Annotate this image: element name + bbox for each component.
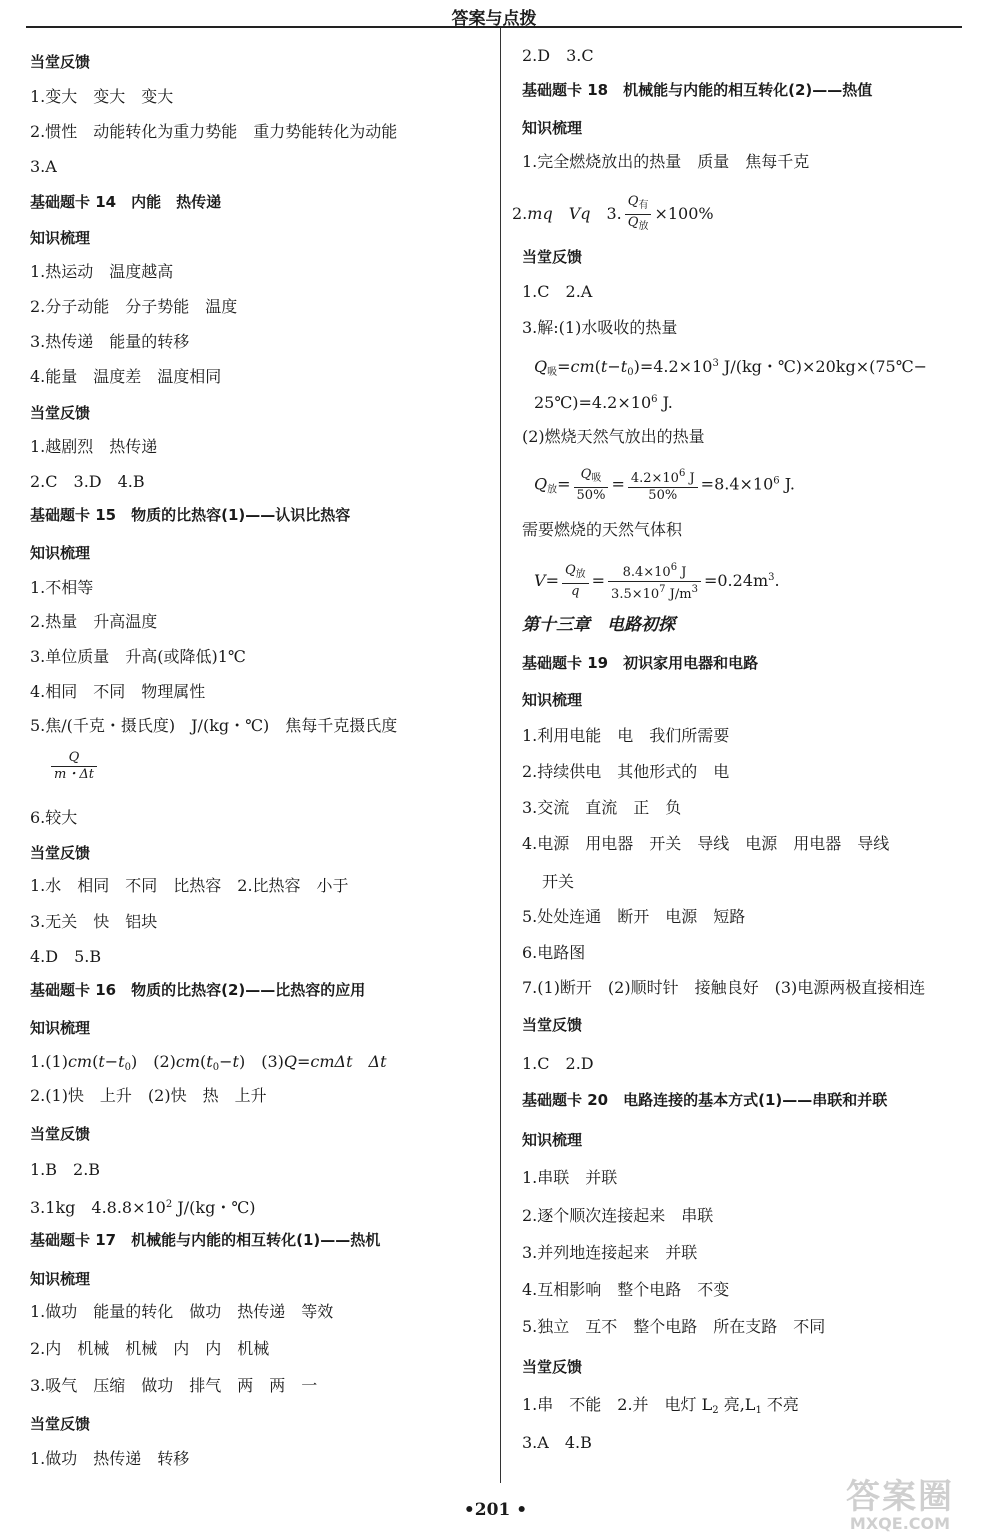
text: cm: [310, 1052, 335, 1071]
superscript: 7: [659, 584, 666, 595]
text: mq: [527, 204, 553, 223]
fraction-numerator: Q: [51, 750, 97, 767]
answer-line: 2.(1)快 上升 (2)快 热 上升: [30, 1086, 267, 1105]
text: t: [118, 1052, 125, 1071]
text: t: [600, 357, 608, 376]
text: [353, 1052, 369, 1071]
text: cm: [175, 1052, 201, 1071]
text: t: [620, 357, 628, 376]
subscript: 0: [212, 1062, 220, 1073]
fraction-numerator: [574, 467, 609, 488]
fraction-numerator: [608, 560, 701, 582]
text: Q: [534, 357, 548, 376]
answer-line: 2.持续供电 其他形式的 电: [522, 762, 730, 781]
text: ) (3): [238, 1052, 284, 1071]
text: 3.: [590, 204, 622, 223]
superscript: 3: [691, 584, 698, 595]
formula-q-over-m-dt: [48, 750, 100, 783]
answer-line: 4.能量 温度差 温度相同: [30, 367, 222, 386]
text: (: [200, 1052, 207, 1071]
section-heading: 当堂反馈: [522, 248, 583, 266]
section-heading: 当堂反馈: [30, 53, 91, 71]
text: 3.5×10: [611, 587, 660, 602]
answer-line-16-1: [30, 1050, 387, 1080]
text: ×100%: [654, 204, 714, 223]
subscript: 0: [627, 367, 634, 378]
text: J/(kg・℃): [172, 1198, 256, 1217]
fraction-denominator: [608, 582, 701, 603]
section-heading: 基础题卡 16 物质的比热容(2)——比热容的应用: [30, 981, 366, 999]
section-heading: 基础题卡 19 初识家用电器和电路: [522, 654, 759, 672]
text: cm: [570, 357, 595, 376]
section-heading: 知识梳理: [30, 544, 91, 562]
text: =0.24m: [703, 571, 769, 590]
superscript: 6: [678, 468, 686, 479]
fraction-denominator: 50%: [576, 487, 606, 503]
section-heading: 知识梳理: [30, 1270, 91, 1288]
subscript: 放: [547, 484, 558, 496]
fraction: [574, 467, 609, 504]
answer-line: 1.串联 并联: [522, 1168, 618, 1187]
chapter-heading: 第十三章 电路初探: [522, 615, 675, 635]
answer-line: 3.热传递 能量的转移: [30, 332, 190, 351]
subscript: 吸: [547, 367, 558, 378]
fraction-denominator: m・Δt: [54, 767, 94, 782]
answer-line: 2.逐个顺次连接起来 串联: [522, 1206, 714, 1225]
answer-line: 3.交流 直流 正 负: [522, 798, 682, 817]
answer-line: 需要燃烧的天然气体积: [522, 520, 683, 539]
fraction: [608, 560, 701, 603]
answer-line: 2.热量 升高温度: [30, 612, 158, 631]
text: Δt: [334, 1052, 353, 1071]
subscript: 有: [638, 200, 649, 211]
equation-q-absorbed-cont: [534, 388, 673, 415]
section-heading: 基础题卡 15 物质的比热容(1)——认识比热容: [30, 506, 351, 524]
superscript: 3: [768, 572, 775, 583]
answer-line: 1.C 2.D: [522, 1054, 594, 1073]
text: =: [591, 571, 606, 590]
section-heading: 知识梳理: [30, 1019, 91, 1037]
text: Q: [580, 466, 592, 482]
answer-line: 3.吸气 压缩 做功 排气 两 两 一: [30, 1376, 318, 1395]
text: .: [774, 571, 780, 590]
answer-line: 2.分子动能 分子势能 温度: [30, 297, 238, 316]
section-heading: 当堂反馈: [30, 404, 91, 422]
superscript: 6: [651, 394, 658, 405]
answer-line: 1.做功 能量的转化 做功 热传递 等效: [30, 1302, 334, 1321]
text: =: [557, 357, 571, 376]
text: =: [557, 474, 571, 494]
text: 亮,L: [718, 1395, 756, 1414]
equation-volume: [534, 560, 780, 603]
text: Q: [627, 194, 639, 209]
watermark-url: MXQE.COM: [849, 1514, 951, 1533]
superscript: 6: [773, 475, 780, 487]
text: =: [297, 1052, 311, 1071]
answer-line: 1.水 相同 不同 比热容 2.比热容 小于: [30, 876, 349, 895]
answer-line: 6.较大: [30, 808, 78, 827]
text: 不亮: [761, 1395, 799, 1414]
subscript: 放: [638, 221, 649, 232]
text: t: [206, 1052, 213, 1071]
text: ) (2): [130, 1052, 176, 1071]
answer-line: 3.单位质量 升高(或降低)1℃: [30, 647, 246, 666]
subscript: 2: [712, 1405, 719, 1416]
answer-line: 3.解:(1)水吸收的热量: [522, 318, 678, 337]
text: =8.4×10: [700, 474, 774, 494]
subscript: 放: [575, 569, 586, 580]
text: J: [677, 565, 687, 580]
answer-line: 1.不相等: [30, 578, 94, 597]
text: 4.2×10: [630, 471, 679, 486]
section-heading: 基础题卡 18 机械能与内能的相互转化(2)——热值: [522, 81, 873, 99]
watermark-logo: [815, 1478, 985, 1534]
subscript: 0: [124, 1062, 131, 1073]
text: Q: [627, 215, 639, 230]
section-heading: 当堂反馈: [30, 1125, 91, 1143]
text: 3.1kg 4.8.8×10: [30, 1198, 166, 1217]
fraction: [625, 194, 652, 235]
answer-line: 4.相同 不同 物理属性: [30, 682, 206, 701]
text: t: [232, 1052, 239, 1071]
section-heading: 当堂反馈: [522, 1016, 583, 1034]
text: )=4.2×10: [633, 357, 713, 376]
equation-q-released: [534, 466, 795, 504]
fraction-denominator: 50%: [648, 488, 678, 503]
text: Δt: [368, 1052, 387, 1071]
fraction-denominator: q: [571, 584, 580, 599]
answer-line: 5.独立 互不 整个电路 所在支路 不同: [522, 1317, 826, 1336]
header-rule: [26, 26, 962, 28]
text: Vq: [568, 204, 591, 223]
section-heading: 基础题卡 14 内能 热传递: [30, 193, 222, 211]
section-heading: 知识梳理: [30, 229, 91, 247]
text: Q: [283, 1052, 297, 1071]
superscript: 2: [165, 1199, 173, 1210]
answer-line: 1.B 2.B: [30, 1160, 101, 1179]
text: 2.: [512, 204, 528, 223]
text: 25℃)=4.2×10: [534, 393, 652, 412]
text: 1.(1): [30, 1052, 68, 1071]
answer-line: 2.内 机械 机械 内 内 机械: [30, 1339, 270, 1358]
fraction-numerator: [625, 194, 652, 215]
answer-line: 1.越剧烈 热传递: [30, 437, 158, 456]
text: V: [534, 571, 546, 590]
column-divider: [500, 28, 501, 1483]
answer-line: 4.D 5.B: [30, 947, 102, 966]
text: J/m: [665, 587, 692, 602]
answer-line: 4.电源 用电器 开关 导线 电源 用电器 导线: [522, 834, 890, 853]
text: 8.4×10: [622, 565, 671, 580]
fraction-denominator: [625, 215, 652, 235]
answer-line: 2.惯性 动能转化为重力势能 重力势能转化为动能: [30, 122, 398, 141]
answer-line: 1.利用电能 电 我们所需要: [522, 726, 730, 745]
text: t: [98, 1052, 105, 1071]
fraction: [628, 466, 698, 504]
answer-line: 1.变大 变大 变大: [30, 87, 174, 106]
answer-line: (2)燃烧天然气放出的热量: [522, 427, 705, 446]
section-heading: 知识梳理: [522, 119, 583, 137]
page-number: •201 •: [463, 1500, 528, 1520]
section-heading: 当堂反馈: [30, 1415, 91, 1433]
text: =: [611, 474, 625, 494]
text: Q: [564, 563, 576, 578]
answer-line: 1.C 2.A: [522, 282, 593, 301]
answer-line: 3.A: [30, 157, 57, 176]
text: −: [104, 1052, 119, 1071]
equation-q-absorbed: [534, 352, 927, 385]
answer-line: 3.A 4.B: [522, 1433, 592, 1452]
answer-line: 2.D 3.C: [522, 46, 594, 65]
answer-line: 1.完全燃烧放出的热量 质量 焦每千克: [522, 152, 810, 171]
subscript: 1: [755, 1405, 762, 1416]
answer-line: 2.C 3.D 4.B: [30, 472, 145, 491]
answer-line: 3.并列地连接起来 并联: [522, 1243, 698, 1262]
section-heading: 知识梳理: [522, 691, 583, 709]
section-heading: 当堂反馈: [522, 1358, 583, 1376]
superscript: 3: [712, 358, 719, 369]
answer-line: 1.做功 热传递 转移: [30, 1449, 190, 1468]
fraction-numerator: [628, 466, 698, 488]
text: =: [545, 571, 559, 590]
superscript: 6: [670, 562, 678, 573]
fraction: [51, 750, 97, 783]
subscript: 吸: [591, 472, 602, 484]
watermark-text: 答案圈: [846, 1477, 954, 1517]
fraction-numerator: [562, 563, 589, 584]
section-heading: 基础题卡 17 机械能与内能的相互转化(1)——热机: [30, 1231, 381, 1249]
answer-line: 1.热运动 温度越高: [30, 262, 174, 281]
section-heading: 基础题卡 20 电路连接的基本方式(1)——串联和并联: [522, 1091, 888, 1109]
text: J: [685, 471, 695, 486]
answer-line: 4.互相影响 整个电路 不变: [522, 1280, 730, 1299]
answer-line: 5.焦/(千克・摄氏度) J/(kg・℃) 焦每千克摄氏度: [30, 716, 398, 735]
running-header: 答案与点拨: [451, 9, 537, 29]
section-heading: 知识梳理: [522, 1131, 583, 1149]
answer-line-20-1: [522, 1393, 799, 1423]
section-heading: 当堂反馈: [30, 844, 91, 862]
text: −: [607, 357, 621, 376]
text: −: [219, 1052, 233, 1071]
text: J/(kg・℃)×20kg×(75℃−: [718, 357, 928, 376]
text: cm: [67, 1052, 93, 1071]
text: (: [92, 1052, 99, 1071]
text: (: [594, 357, 601, 376]
answer-line-16-3: [30, 1193, 255, 1220]
text: Q: [534, 474, 548, 494]
answer-line: 3.无关 快 铝块: [30, 912, 158, 931]
answer-line: 开关: [542, 872, 575, 891]
answer-line-18-2: [512, 194, 714, 235]
text: J.: [657, 393, 673, 412]
text: J.: [779, 474, 796, 494]
text: [553, 204, 569, 223]
answer-line: 7.(1)断开 (2)顺时针 接触良好 (3)电源两极直接相连: [522, 978, 926, 997]
fraction: [562, 563, 589, 600]
text: 1.串 不能 2.并 电灯 L: [522, 1395, 713, 1414]
answer-line: 6.电路图: [522, 943, 586, 962]
answer-line: 5.处处连通 断开 电源 短路: [522, 907, 746, 926]
